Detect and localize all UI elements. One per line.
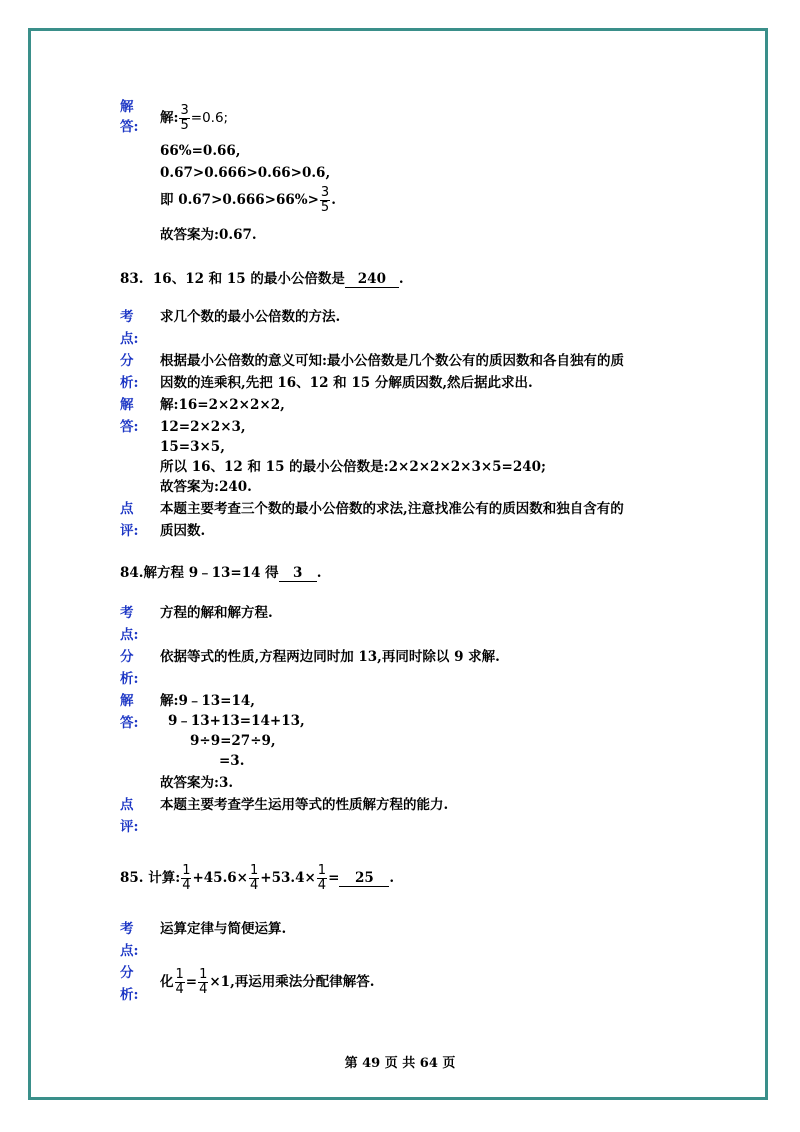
label-fen: 分	[120, 965, 134, 981]
answer-blank: 240	[345, 272, 399, 288]
q82-solution-line-1: 解: $\frac{3}{5}$ =0.6;	[160, 103, 229, 133]
q84-solution-1: 解:9﹣13=14,	[160, 693, 255, 709]
q84-question: 84.解方程 9﹣13=14 得 3 .	[120, 565, 322, 581]
label-da: 答:	[120, 119, 139, 135]
label-xi: 析:	[120, 987, 139, 1003]
q85-kaodian: 运算定律与简便运算.	[160, 921, 287, 937]
fraction-3-5: $\frac{3}{5}$	[320, 185, 330, 215]
q83-analysis-2: 因数的连乘积,先把 16、12 和 15 分解质因数,然后据此求出.	[160, 375, 533, 391]
label-dian: 点	[120, 797, 134, 813]
fraction-1-4: $\frac{1}{4}$	[199, 967, 208, 997]
q82-solution-line-5: 故答案为:0.67.	[160, 227, 257, 243]
q83-solution-5: 故答案为:240.	[160, 479, 252, 495]
q83-solution-3: 15=3×5,	[160, 439, 225, 455]
label-kao: 考	[120, 921, 134, 937]
fraction-1-4: $\frac{1}{4}$	[317, 863, 327, 893]
label-dian: 点:	[120, 943, 139, 959]
answer-blank: 3	[279, 566, 317, 582]
q82-solution-line-2: 66%=0.66,	[160, 143, 241, 159]
q84-comment-1: 本题主要考查学生运用等式的性质解方程的能力.	[160, 797, 449, 813]
fraction-1-4: $\frac{1}{4}$	[175, 967, 184, 997]
label-dian: 点	[120, 501, 134, 517]
label-ping: 评:	[120, 523, 139, 539]
label-kao: 考	[120, 309, 134, 325]
answer-blank: 25	[339, 871, 389, 887]
label-dian: 点:	[120, 627, 139, 643]
page-footer: 第 49 页 共 64 页	[344, 1056, 456, 1071]
q82-solution-line-4: 即 0.67>0.666>66%> $\frac{3}{5}$ .	[160, 185, 336, 215]
label-kao: 考	[120, 605, 134, 621]
label-fen: 分	[120, 649, 134, 665]
label-da: 答:	[120, 419, 139, 435]
q83-comment-2: 质因数.	[160, 523, 206, 539]
q83-analysis-1: 根据最小公倍数的意义可知:最小公倍数是几个数公有的质因数和各自独有的质	[160, 353, 624, 369]
q85-question: 85. 计算: $\frac{1}{4}$ +45.6× $\frac{1}{4}$ +53.4× $\frac{1}{4}$ = 25 .	[120, 863, 395, 893]
q83-solution-1: 解:16=2×2×2×2,	[160, 397, 285, 413]
label-fen: 分	[120, 353, 134, 369]
label-jie: 解	[120, 397, 134, 413]
q84-analysis-1: 依据等式的性质,方程两边同时加 13,再同时除以 9 求解.	[160, 649, 500, 665]
label-da: 答:	[120, 715, 139, 731]
fraction-1-4: $\frac{1}{4}$	[182, 863, 191, 893]
q85-analysis: 化 $\frac{1}{4}$ = $\frac{1}{4}$ ×1,再运用乘法分配律解答.	[160, 967, 375, 997]
label-jie: 解	[120, 99, 134, 115]
q84-solution-2: 9﹣13+13=14+13,	[168, 713, 305, 729]
label-jie: 解	[120, 693, 134, 709]
label-dian: 点:	[120, 331, 139, 347]
q82-solution-line-3: 0.67>0.666>0.66>0.6,	[160, 165, 331, 181]
q84-kaodian: 方程的解和解方程.	[160, 605, 273, 621]
q84-solution-3: 9÷9=27÷9,	[190, 733, 276, 749]
q83-kaodian: 求几个数的最小公倍数的方法.	[160, 309, 341, 325]
q84-solution-5: 故答案为:3.	[160, 775, 234, 791]
q83-comment-1: 本题主要考查三个数的最小公倍数的求法,注意找准公有的质因数和独自含有的	[160, 501, 624, 517]
label-xi: 析:	[120, 375, 139, 391]
label-ping: 评:	[120, 819, 139, 835]
fraction-1-4: $\frac{1}{4}$	[249, 863, 259, 893]
fraction-3-5: $\frac{3}{5}$	[180, 103, 189, 133]
q83-solution-4: 所以 16、12 和 15 的最小公倍数是:2×2×2×2×3×5=240;	[160, 459, 547, 475]
q83-question: 83. 16、12 和 15 的最小公倍数是 240 .	[120, 271, 404, 287]
q84-solution-4: =3.	[219, 753, 245, 769]
label-xi: 析:	[120, 671, 139, 687]
q83-solution-2: 12=2×2×3,	[160, 419, 246, 435]
